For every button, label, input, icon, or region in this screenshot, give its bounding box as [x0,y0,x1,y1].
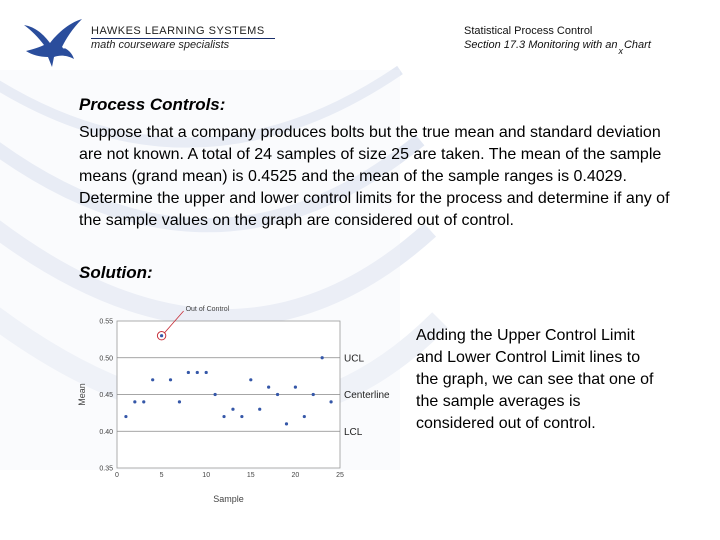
data-point [142,400,145,403]
data-point [312,393,315,396]
eagle-logo-icon [22,17,84,69]
data-point [285,422,288,425]
y-tick-label: 0.45 [99,392,113,399]
data-point [205,371,208,374]
x-axis-label: Sample [213,494,244,504]
data-point [187,371,190,374]
x-tick-label: 15 [246,472,255,479]
data-point [294,386,297,389]
out-of-control-callout: Out of Control [185,306,230,313]
explanation-text: Adding the Upper Control Limit and Lower Control Limit lines to the graph, we can see that one of the sample averages is considered out of control. [416,327,654,432]
section-suffix: Chart [623,39,651,51]
company-tagline: math courseware specialists [91,38,275,51]
branding [91,25,275,51]
section-x-symbol: x [618,46,623,56]
data-point [276,393,279,396]
x-tick-label: 10 [202,472,211,479]
section-title [464,39,651,56]
lesson-header [464,25,651,56]
data-point [160,334,163,337]
limit-label: Centerline [344,390,390,401]
data-point [303,415,306,418]
y-tick-label: 0.40 [99,428,113,436]
data-point [240,415,243,418]
data-point [231,408,234,411]
company-name: HAWKES LEARNING SYSTEMS [91,25,265,37]
y-axis-label: Mean [77,383,87,406]
data-point [178,400,181,403]
data-point [196,371,199,374]
data-point [329,400,332,403]
data-point [321,356,324,359]
problem-text: Suppose that a company produces bolts but the true mean and standard deviation are not known. A total of 24 samples of size 25 are taken. The mean of the sample means (grand mean) is 0.4525 and the mean of the sample ranges is 0.4029. Determine the upper and lower control limits for the process and determine if any of the sample values on the graph are considered out of control. [79,124,670,229]
y-tick-label: 0.50 [99,355,113,363]
y-tick-label: 0.35 [99,465,113,473]
x-tick-label: 5 [159,472,164,479]
x-tick-label: 0 [115,472,119,479]
data-point [249,378,252,381]
y-tick-label: 0.55 [99,318,113,326]
solution-heading: Solution: [79,263,153,282]
data-point [151,378,154,381]
data-point [124,415,127,418]
control-chart [75,300,410,510]
data-point [258,408,261,411]
data-point [222,415,225,418]
section-prefix: Section 17.3 Monitoring with an [464,39,618,51]
limit-label: LCL [344,426,363,438]
topic-title: Statistical Process Control [464,25,593,37]
x-tick-label: 20 [291,472,300,479]
x-tick-label: 25 [336,472,344,479]
data-point [169,378,172,381]
process-controls-heading: Process Controls: [79,95,226,114]
limit-label: UCL [344,353,365,365]
data-point [133,400,136,403]
data-point [267,386,270,389]
data-point [214,393,217,396]
